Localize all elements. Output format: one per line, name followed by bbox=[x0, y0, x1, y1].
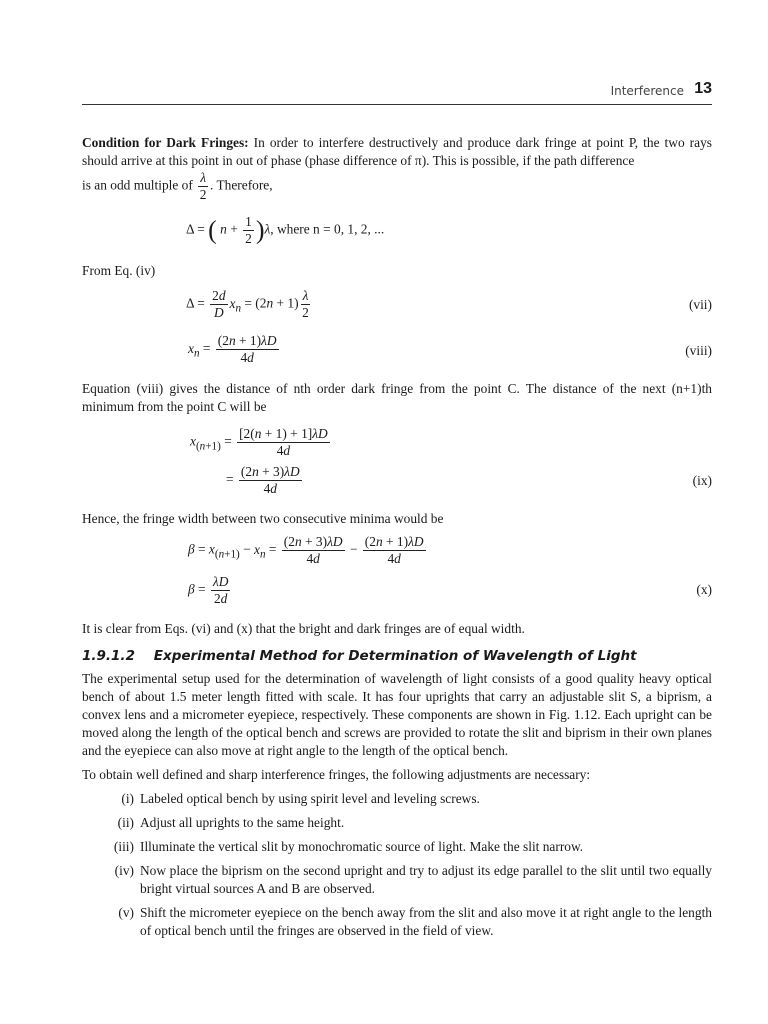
dark-fringe-text: In order to interfere destructively and produce dark fringe at point P, the two rays should arrive at this point in out of phase (phase difference of π). This is possible, if the path difference bbox=[82, 135, 712, 168]
equation-label-ix: (ix) bbox=[692, 473, 712, 488]
hence-text: Hence, the fringe width between two consecutive minima would be bbox=[82, 511, 444, 526]
odd-multiple-text: is an odd multiple of bbox=[82, 177, 193, 193]
list-item: (i) Labeled optical bench by using spirit level and leveling screws. bbox=[121, 791, 480, 806]
equation-viii-paragraph: Equation (viii) gives the distance of nth order dark fringe from the point C. The distance of the next (n+1)th minimum from the point C will be bbox=[82, 381, 712, 414]
adjustments-intro: To obtain well defined and sharp interference fringes, the following adjustments are necessary: bbox=[82, 767, 591, 782]
adjustment-list bbox=[82, 790, 712, 946]
section-heading bbox=[82, 648, 637, 664]
dark-fringe-lead: Condition for Dark Fringes: bbox=[82, 135, 249, 150]
odd-multiple-line bbox=[82, 170, 712, 203]
equation-label-viii: (viii) bbox=[685, 343, 712, 358]
equation-x: β = $\frac{\lambda D}{2d}$ bbox=[188, 574, 229, 606]
page-number: 13 bbox=[694, 80, 712, 97]
lambda-over-2: $\frac{\lambda}{2}$ bbox=[199, 170, 207, 202]
equation-ix-line1: $x_{(n+1)}$ = $\frac{[2(n + 1) + 1]\lambda D}{4d}$ bbox=[190, 426, 328, 458]
list-item: (ii) Adjust all uprights to the same height. bbox=[117, 815, 345, 830]
equal-width-text: It is clear from Eqs. (vi) and (x) that the bright and dark fringes are of equal width. bbox=[82, 621, 525, 636]
list-item: (iii) Illuminate the vertical slit by monochromatic source of light. Make the slit narrow. bbox=[113, 839, 584, 854]
where-text: , where n = 0, 1, 2, ... bbox=[270, 221, 385, 237]
dark-fringe-paragraph bbox=[82, 134, 712, 170]
therefore-text: . Therefore, bbox=[210, 177, 273, 193]
section-title: Experimental Method for Determination of Wavelength of Light bbox=[153, 648, 637, 664]
equation-vii: Δ = $\frac{2d}{D}$ $x_n = (2n + 1)$ $\frac{\lambda}{2}$ bbox=[186, 288, 309, 320]
equation-label-x: (x) bbox=[696, 582, 712, 597]
section-number: 1.9.1.2 bbox=[82, 648, 135, 664]
equation-viii: $x_n$ = $\frac{(2n + 1)\lambda D}{4d}$ bbox=[188, 333, 277, 365]
running-header: Interference bbox=[610, 84, 684, 98]
equation-beta-1: $\beta = x_{(n+1)} - x_n$ = $\frac{(2n + 3)\lambda D}{4d}$ − $\frac{(2n + 1)\lambda D}{4d}$ bbox=[188, 534, 424, 566]
setup-paragraph: The experimental setup used for the determination of wavelength of light consists of a good quality heavy optical bench of about 1.5 meter length fitted with scale. It has four uprights that carry an adjustable slit S, a biprism, a convex lens and a micrometer eyepiece, respectively. These components are shown in Fig. 1.12. Each upright can be moved along the length of the optical bench and screws are provided to rotate the slit and biprism in their own planes and the eyepiece can also move at right angle to the length of the optical bench. bbox=[82, 671, 712, 758]
equation-label-vii: (vii) bbox=[688, 297, 712, 312]
from-eq-text: From Eq. (iv) bbox=[82, 263, 156, 278]
list-item: (v) Shift the micrometer eyepiece on the bench away from the slit and also move it at right angle to the length of optical bench until the fringes are observed in the field of view. bbox=[118, 905, 712, 938]
equation-delta-odd: Δ = ( n + $\frac{1}{2}$ )λ, where n = 0, 1, 2, ... bbox=[186, 214, 385, 246]
equation-ix-line2: = $\frac{(2n + 3)\lambda D}{4d}$ bbox=[226, 464, 300, 496]
list-item: (iv) Now place the biprism on the second upright and try to adjust its edge parallel to the slit until two equally bright virtual sources A and B are observed. bbox=[114, 863, 712, 896]
header-rule bbox=[82, 104, 712, 105]
